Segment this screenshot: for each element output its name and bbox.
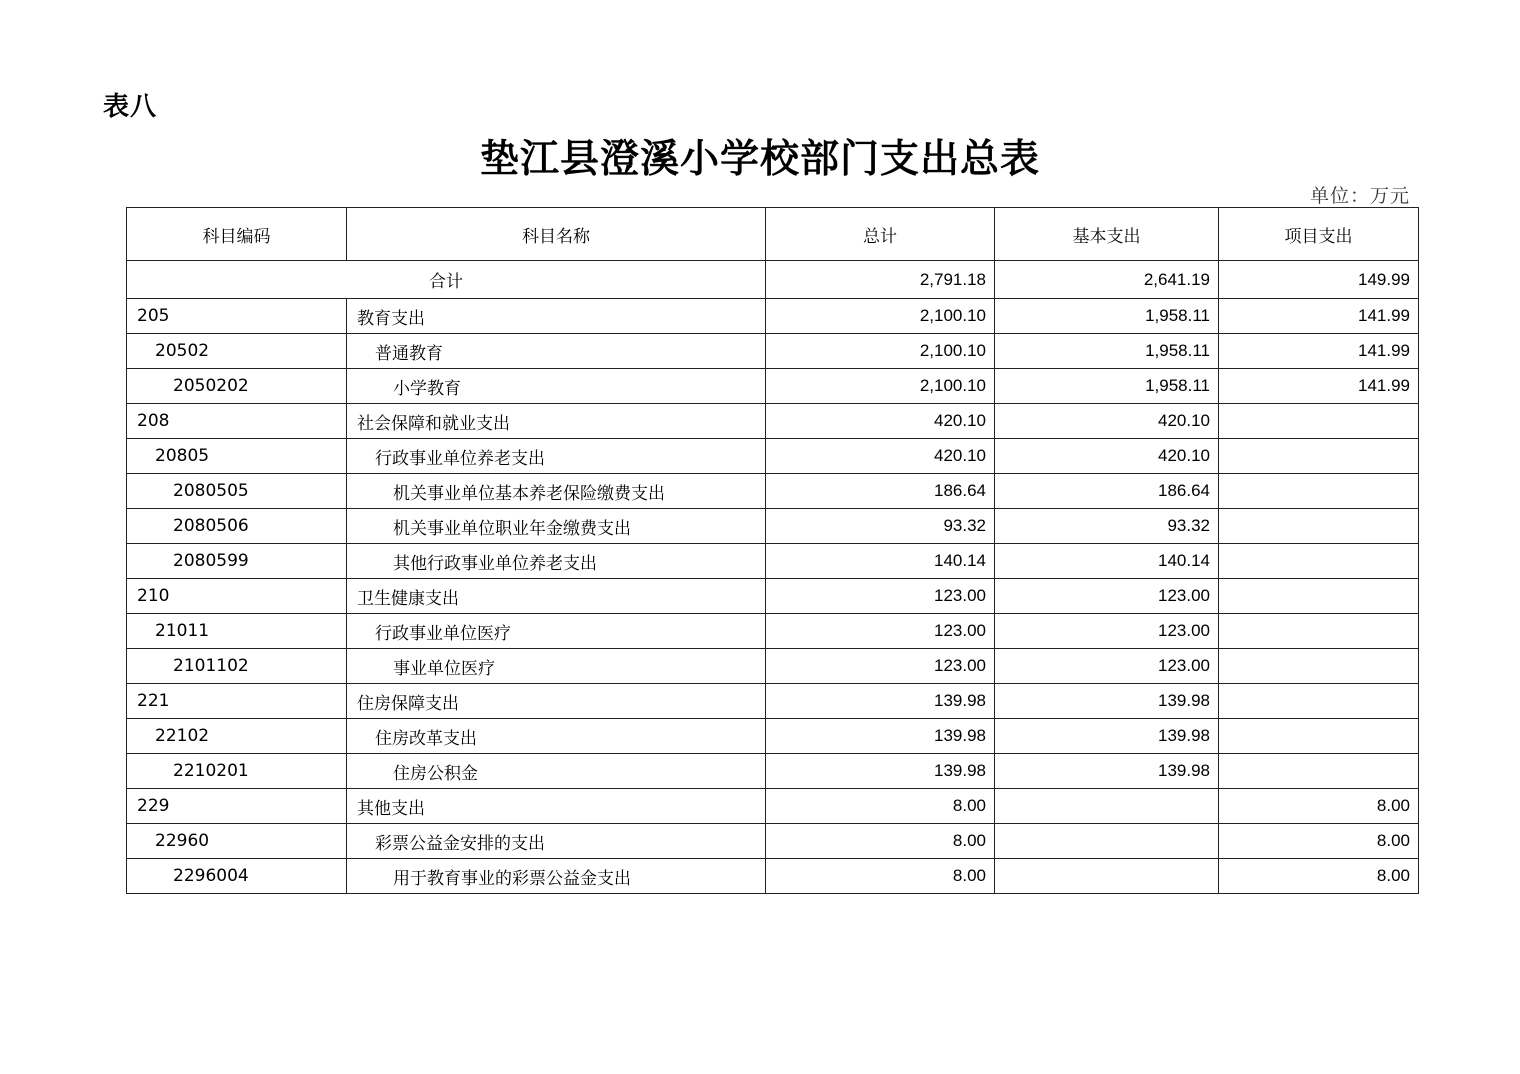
row-basic: 420.10 [995, 439, 1219, 474]
unit-label: 单位：万元 [1309, 185, 1410, 207]
expenditure-table [126, 207, 1419, 894]
header-code: 科目编码 [127, 208, 347, 261]
row-name: 住房保障支出 [347, 684, 766, 719]
table-row [127, 649, 1419, 684]
total-total: 2,791.18 [766, 261, 995, 299]
table-row [127, 544, 1419, 579]
row-project [1219, 579, 1419, 614]
table-row [127, 684, 1419, 719]
document-title: 垫江县澄溪小学校部门支出总表 [479, 136, 1040, 182]
row-total: 140.14 [766, 544, 995, 579]
table-row [127, 859, 1419, 894]
table-row [127, 789, 1419, 824]
row-name: 行政事业单位养老支出 [347, 439, 766, 474]
row-code: 2080505 [127, 474, 347, 509]
row-code: 2050202 [127, 369, 347, 404]
row-name: 用于教育事业的彩票公益金支出 [347, 859, 766, 894]
row-project: 8.00 [1219, 789, 1419, 824]
row-project: 141.99 [1219, 334, 1419, 369]
row-total: 139.98 [766, 719, 995, 754]
row-basic: 140.14 [995, 544, 1219, 579]
row-name: 行政事业单位医疗 [347, 614, 766, 649]
row-total: 139.98 [766, 754, 995, 789]
row-basic [995, 824, 1219, 859]
total-label: 合计 [127, 261, 766, 299]
row-code: 22102 [127, 719, 347, 754]
row-total: 420.10 [766, 404, 995, 439]
table-row [127, 334, 1419, 369]
row-name: 社会保障和就业支出 [347, 404, 766, 439]
table-body [127, 261, 1419, 894]
row-name: 普通教育 [347, 334, 766, 369]
table-row [127, 614, 1419, 649]
row-project [1219, 684, 1419, 719]
row-total: 8.00 [766, 859, 995, 894]
row-total: 186.64 [766, 474, 995, 509]
row-project [1219, 404, 1419, 439]
row-basic: 139.98 [995, 754, 1219, 789]
row-name: 其他行政事业单位养老支出 [347, 544, 766, 579]
row-code: 2296004 [127, 859, 347, 894]
row-name: 教育支出 [347, 299, 766, 334]
row-project [1219, 474, 1419, 509]
row-code: 20805 [127, 439, 347, 474]
row-total: 139.98 [766, 684, 995, 719]
row-code: 208 [127, 404, 347, 439]
row-project [1219, 649, 1419, 684]
row-code: 229 [127, 789, 347, 824]
header-project: 项目支出 [1219, 208, 1419, 261]
row-code: 2080599 [127, 544, 347, 579]
row-name: 事业单位医疗 [347, 649, 766, 684]
table-row [127, 579, 1419, 614]
row-basic: 139.98 [995, 684, 1219, 719]
row-code: 210 [127, 579, 347, 614]
row-name: 彩票公益金安排的支出 [347, 824, 766, 859]
table-row [127, 439, 1419, 474]
row-code: 221 [127, 684, 347, 719]
row-basic: 1,958.11 [995, 369, 1219, 404]
row-project [1219, 509, 1419, 544]
table-row [127, 474, 1419, 509]
row-project [1219, 719, 1419, 754]
row-code: 205 [127, 299, 347, 334]
row-code: 2210201 [127, 754, 347, 789]
row-project [1219, 439, 1419, 474]
row-basic: 420.10 [995, 404, 1219, 439]
row-project: 141.99 [1219, 299, 1419, 334]
row-basic: 123.00 [995, 579, 1219, 614]
row-name: 其他支出 [347, 789, 766, 824]
row-name: 住房公积金 [347, 754, 766, 789]
row-code: 20502 [127, 334, 347, 369]
row-project [1219, 614, 1419, 649]
row-total: 123.00 [766, 579, 995, 614]
row-basic: 123.00 [995, 649, 1219, 684]
table-row [127, 719, 1419, 754]
row-code: 21011 [127, 614, 347, 649]
row-project: 8.00 [1219, 859, 1419, 894]
row-total: 2,100.10 [766, 299, 995, 334]
table-row [127, 404, 1419, 439]
row-name: 卫生健康支出 [347, 579, 766, 614]
header-total: 总计 [766, 208, 995, 261]
row-name: 小学教育 [347, 369, 766, 404]
row-name: 机关事业单位基本养老保险缴费支出 [347, 474, 766, 509]
row-total: 2,100.10 [766, 369, 995, 404]
row-total: 8.00 [766, 789, 995, 824]
row-code: 2101102 [127, 649, 347, 684]
table-row [127, 299, 1419, 334]
row-project: 141.99 [1219, 369, 1419, 404]
row-total: 123.00 [766, 614, 995, 649]
row-name: 机关事业单位职业年金缴费支出 [347, 509, 766, 544]
table-row [127, 369, 1419, 404]
header-basic: 基本支出 [995, 208, 1219, 261]
row-project [1219, 544, 1419, 579]
table-row [127, 824, 1419, 859]
row-basic: 1,958.11 [995, 334, 1219, 369]
row-total: 420.10 [766, 439, 995, 474]
row-project: 8.00 [1219, 824, 1419, 859]
table-number-label: 表八 [103, 92, 158, 122]
row-basic: 93.32 [995, 509, 1219, 544]
row-code: 2080506 [127, 509, 347, 544]
row-basic: 186.64 [995, 474, 1219, 509]
row-basic: 1,958.11 [995, 299, 1219, 334]
row-total: 8.00 [766, 824, 995, 859]
header-name: 科目名称 [347, 208, 766, 261]
table-row [127, 509, 1419, 544]
row-basic [995, 859, 1219, 894]
row-code: 22960 [127, 824, 347, 859]
total-project: 149.99 [1219, 261, 1419, 299]
row-project [1219, 754, 1419, 789]
row-total: 93.32 [766, 509, 995, 544]
row-total: 123.00 [766, 649, 995, 684]
row-total: 2,100.10 [766, 334, 995, 369]
row-basic: 123.00 [995, 614, 1219, 649]
row-name: 住房改革支出 [347, 719, 766, 754]
table-header [127, 208, 1419, 261]
table-row [127, 754, 1419, 789]
row-basic: 139.98 [995, 719, 1219, 754]
total-basic: 2,641.19 [995, 261, 1219, 299]
total-row [127, 261, 1419, 299]
row-basic [995, 789, 1219, 824]
